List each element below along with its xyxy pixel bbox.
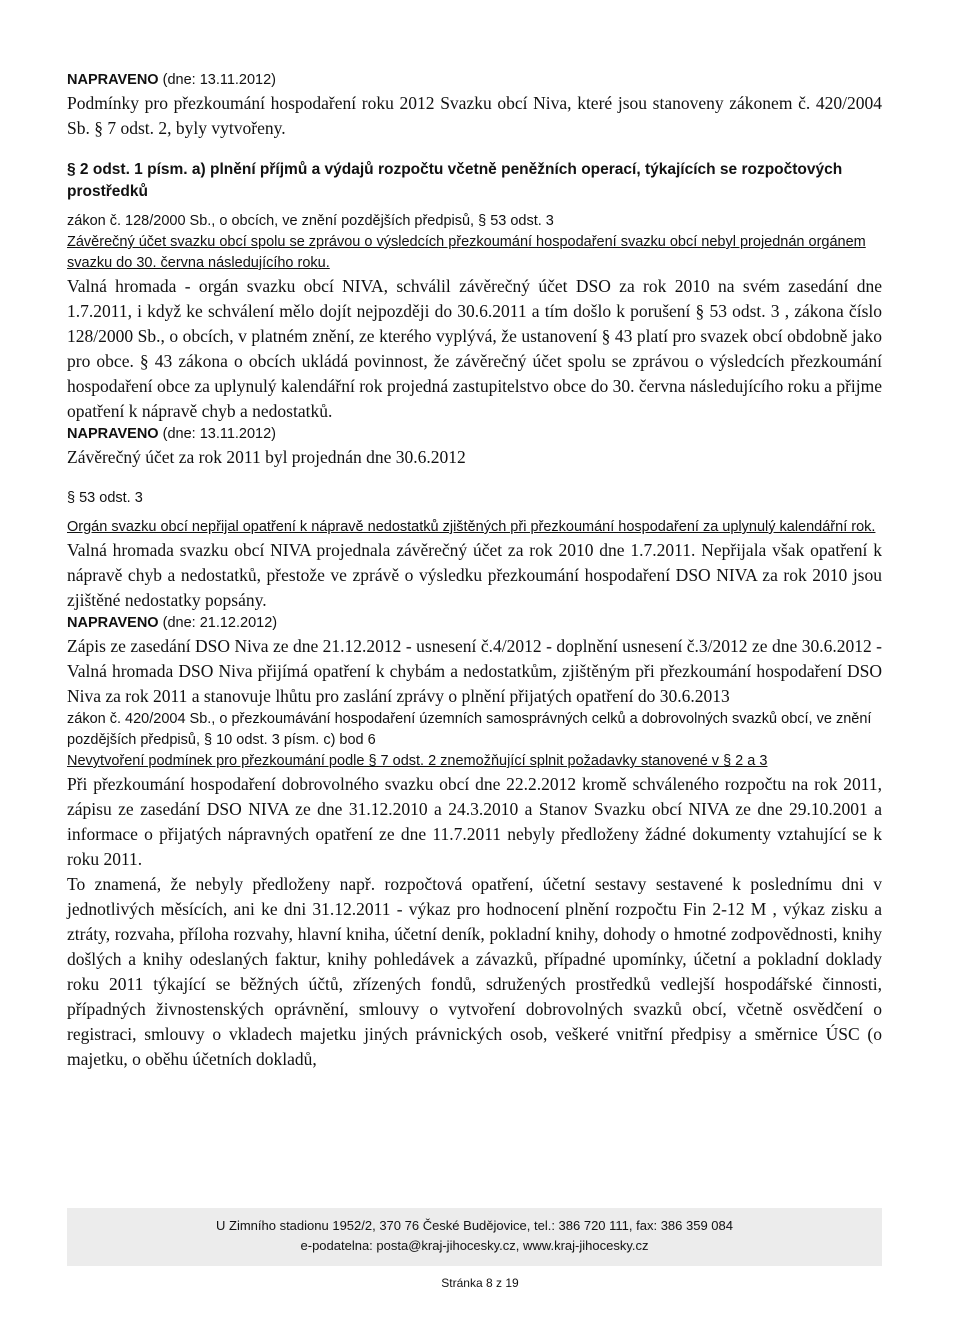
status-date: (dne: 13.11.2012) — [162, 426, 277, 442]
finding: Závěrečný účet svazku obcí spolu se zprávou o výsledcích přezkoumání hospodaření svazku obcí nebyl projednán orgánem svazku do 30. června následujícího roku. — [67, 234, 866, 271]
status-date: (dne: 21.12.2012) — [162, 615, 278, 631]
status-line — [67, 70, 882, 91]
finding: Orgán svazku obcí nepřijal opatření k nápravě nedostatků zjištěných při přezkoumání hospodaření za uplynulý kalendářní rok. — [67, 519, 876, 535]
paragraph: Zápis ze zasedání DSO Niva ze dne 21.12.2012 - usnesení č.4/2012 - doplnění usnesení č.3/2012 ze dne 30.6.2012 - Valná hromada DSO Niva přijímá opatření k chybám a nedostatkům, zjištěným při přezkoumání hospodaření DSO Niva za rok 2011 a stanovuje lhůtu pro zaslání zprávy o plnění přijatých opatření do 30.6.2013 — [67, 636, 882, 706]
paragraph: Valná hromada - orgán svazku obcí NIVA, schválil závěrečný účet DSO za rok 2010 na svém zasedání dne 1.7.2011, i když ke schválení mělo dojít nejpozději do 30.6.2011 a tím došlo k porušení § 53 odst. 3 , zákona číslo 128/2000 Sb., o obcích, v platném znění, ze kterého vyplývá, že ustanovení § 43 platí pro svazek obcí obdobně jako pro obce. § 43 zákona o obcích ukládá povinnost, že závěrečný účet spolu se zprávou o výsledcích přezkoumání hospodaření obce za uplynulý kalendářní rok projedná zastupitelstvo obce do 30. června následujícího roku a přijme opatření k nápravě chyb a nedostatků. — [67, 276, 882, 421]
status-label: NAPRAVENO — [67, 72, 159, 88]
law-reference: zákon č. 128/2000 Sb., o obcích, ve znění pozdějších předpisů, § 53 odst. 3 — [67, 213, 554, 229]
paragraph: Podmínky pro přezkoumání hospodaření roku 2012 Svazku obcí Niva, které jsou stanoveny zákonem č. 420/2004 Sb. § 7 odst. 2, byly vytvořeny. — [67, 93, 882, 138]
paragraph: To znamená, že nebyly předloženy např. rozpočtová opatření, účetní sestavy sestavené k poslednímu dni v jednotlivých měsících, ani ke dni 31.12.2011 - výkaz pro hodnocení plnění rozpočtu Fin 2-12 M , výkaz zisku a ztráty, rozvaha, příloha rozvahy, hlavní kniha, účetní deník, pokladní knihy, dohody o hmotné zodpovědnosti, knihy došlých a knihy odeslaných faktur, knihy pohledávek a závazků, případné upomínky, účetní a pokladní doklady roku 2011 týkající se běžných účtů, zřízených fondů, sdružených prostředků vedlejší hospodářské činnosti, případných živnostenských oprávnění, smlouvy o vytvoření dobrovolných svazků obcí, včetně osvědčení o registraci, smlouvy o vkladech majetku jiných právnických osob, veškeré vnitřní předpisy a směrnice ÚSC (o majetku, o oběhu účetních dokladů, — [67, 874, 882, 1069]
paragraph: Závěrečný účet za rok 2011 byl projednán dne 30.6.2012 — [67, 447, 466, 467]
document-body — [67, 70, 882, 1072]
footer-email-web: e-podatelna: posta@kraj-jihocesky.cz, www.kraj-jihocesky.cz — [300, 1238, 649, 1253]
finding: Nevytvoření podmínek pro přezkoumání podle § 7 odst. 2 znemožňující splnit požadavky stanovené v § 2 a 3 — [67, 753, 768, 769]
status-label: NAPRAVENO — [67, 615, 159, 631]
status-label: NAPRAVENO — [67, 426, 159, 442]
footer-address: U Zimního stadionu 1952/2, 370 76 České Budějovice, tel.: 386 720 111, fax: 386 359 084 — [216, 1218, 733, 1233]
paragraph: Při přezkoumání hospodaření dobrovolného svazku obcí dne 22.2.2012 kromě schváleného rozpočtu na rok 2011, zápisu ze zasedání DSO NIVA ze dne 31.12.2010 a 24.3.2010 a Stanov Svazku obcí NIVA ze dne 29.10.2001 a informace o přijatých nápravných opatření ze dne 11.7.2011 nebyly předloženy žádné dokumenty vztahující se k roku 2011. — [67, 774, 882, 869]
status-date: (dne: 13.11.2012) — [162, 72, 277, 88]
law-reference: § 53 odst. 3 — [67, 490, 143, 506]
status-line — [67, 613, 882, 634]
section-heading: § 2 odst. 1 písm. a) plnění příjmů a výdajů rozpočtu včetně peněžních operací, týkajících se rozpočtových prostředků — [67, 161, 843, 200]
status-line — [67, 424, 882, 445]
footer-contact — [67, 1208, 882, 1266]
paragraph: Valná hromada svazku obcí NIVA projednala závěrečný účet za rok 2010 dne 1.7.2011. Nepřijala však opatření k nápravě chyb a nedostatků, přestože ve zprávě o výsledku přezkoumání hospodaření DSO NIVA za rok 2010 jsou zjištěné nedostatky popsány. — [67, 540, 882, 610]
page-number: Stránka 8 z 19 — [441, 1276, 519, 1290]
law-reference: zákon č. 420/2004 Sb., o přezkoumávání hospodaření územních samosprávných celků a dobrovolných svazků obcí, ve znění pozdějších předpisů, § 10 odst. 3 písm. c) bod 6 — [67, 711, 872, 748]
